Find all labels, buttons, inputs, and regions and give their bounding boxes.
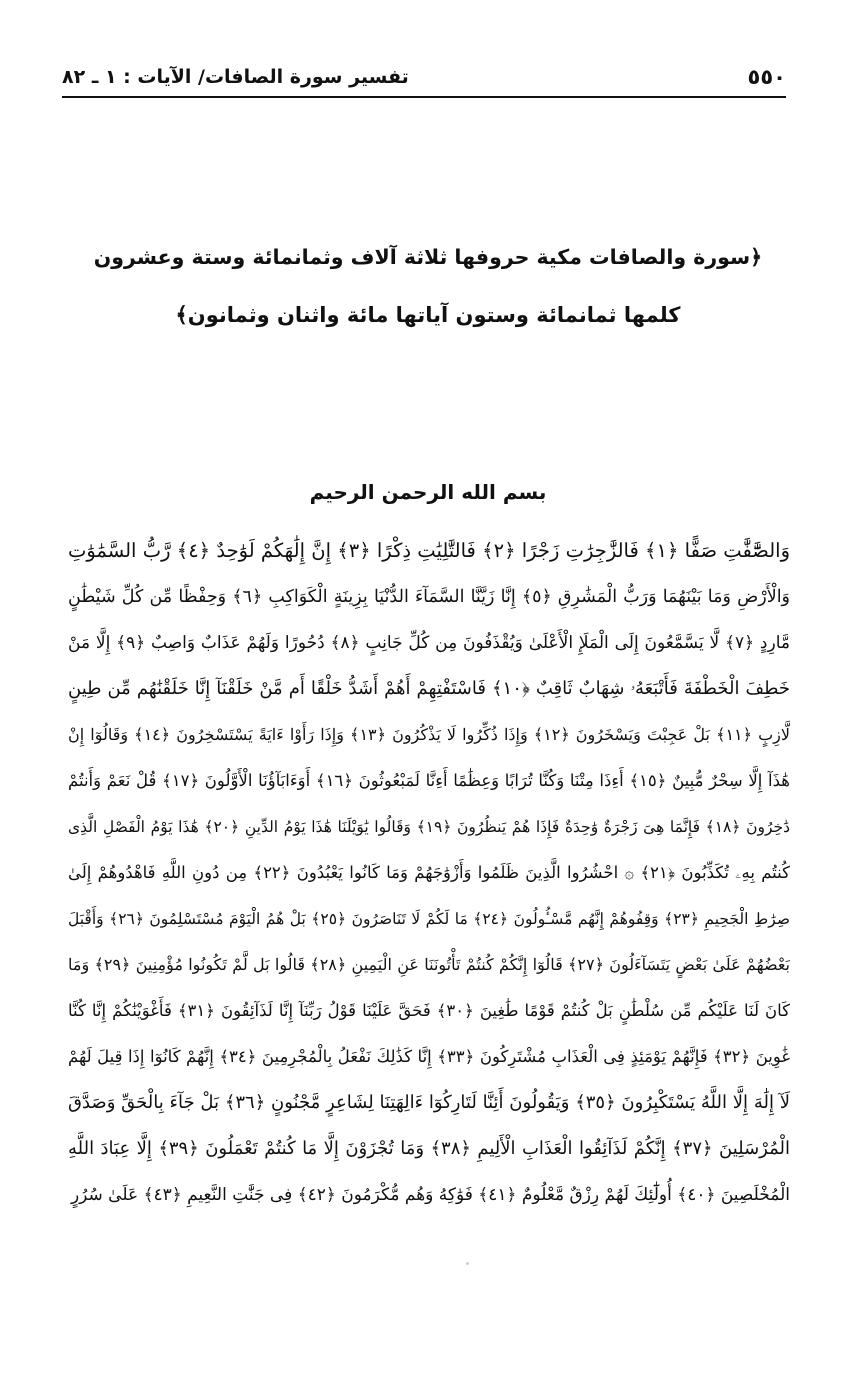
surah-introduction-line-1: ﴿سورة والصافات مكية حروفها ثلاثة آلاف وثمانمائة وستة وعشرون	[93, 245, 763, 269]
quran-verses-block	[68, 528, 790, 1218]
verse-line: بَعْضُهُمْ عَلَىٰ بَعْضٍ يَتَسَآءَلُونَ ﴿٢٧﴾ قَالُوٓا إِنَّكُمْ كُنتُمْ تَأْتُونَنَا عَنِ الْيَمِينِ ﴿٢٨﴾ قَالُوا بَل لَّمْ تَكُونُوا مُؤْمِنِينَ ﴿٢٩﴾ وَمَا	[68, 955, 790, 974]
surah-introduction	[90, 228, 766, 344]
verse-line: مَّارِدٍ ﴿٧﴾ لَّا يَسَّمَّعُونَ إِلَى الْمَلَإِ الْأَعْلَىٰ وَيُقْذَفُونَ مِن كُلِّ جَانِبٍ ﴿٨﴾ دُحُورًا وَلَهُمْ عَذَابٌ وَاصِبٌ ﴿٩﴾ إِلَّا مَنْ	[68, 633, 790, 653]
running-header	[62, 56, 786, 92]
verse-line: كَانَ لَنَا عَلَيْكُم مِّن سُلْطَٰنٍ بَلْ كُنتُمْ قَوْمًا طَٰغِينَ ﴿٣٠﴾ فَحَقَّ عَلَيْنَا قَوْلُ رَبِّنَآ إِنَّا لَذَآئِقُونَ ﴿٣١﴾ فَأَغْوَيْنَٰكُمْ إِنَّا كُنَّا	[68, 1001, 790, 1020]
verse-line: صِرَٰطِ الْجَحِيمِ ﴿٢٣﴾ وَقِفُوهُمْ إِنَّهُم مَّسْـُٔولُونَ ﴿٢٤﴾ مَا لَكُمْ لَا تَنَاصَرُونَ ﴿٢٥﴾ بَلْ هُمُ الْيَوْمَ مُسْتَسْلِمُونَ ﴿٢٦﴾ وَأَقْبَلَ	[68, 910, 790, 928]
page-number: ٥٥٠	[747, 65, 786, 89]
verse-line: وَالصَّٰٓفَّٰتِ صَفًّا ﴿١﴾ فَالزَّٰجِرَٰتِ زَجْرًا ﴿٢﴾ فَالتَّٰلِيَٰتِ ذِكْرًا ﴿٣﴾ إِنَّ إِلَٰهَكُمْ لَوَٰحِدٌ ﴿٤﴾ رَّبُّ السَّمَٰوَٰتِ	[68, 539, 790, 562]
verse-line: وَالْأَرْضِ وَمَا بَيْنَهُمَا وَرَبُّ الْمَشَٰرِقِ ﴿٥﴾ إِنَّا زَيَّنَّا السَّمَآءَ الدُّنْيَا بِزِينَةٍ الْكَوَاكِبِ ﴿٦﴾ وَحِفْظًا مِّن كُلِّ شَيْطَٰنٍ	[68, 587, 790, 607]
verse-line: غَٰوِينَ ﴿٣٢﴾ فَإِنَّهُمْ يَوْمَئِذٍ فِى الْعَذَابِ مُشْتَرِكُونَ ﴿٣٣﴾ إِنَّا كَذَٰلِكَ نَفْعَلُ بِالْمُجْرِمِينَ ﴿٣٤﴾ إِنَّهُمْ كَانُوٓا إِذَا قِيلَ لَهُمْ	[68, 1047, 790, 1066]
verse-line: خَطِفَ الْخَطْفَةَ فَأَتْبَعَهُۥ شِهَابٌ ثَاقِبٌ ﴿١٠﴾ فَاسْتَفْتِهِمْ أَهُمْ أَشَدُّ خَلْقًا أَم مَّنْ خَلَقْنَآ إِنَّا خَلَقْنَٰهُم مِّن طِينٍ	[68, 678, 790, 699]
scan-speck	[466, 1262, 469, 1265]
verse-line: الْمُرْسَلِينَ ﴿٣٧﴾ إِنَّكُمْ لَذَآئِقُوا الْعَذَابِ الْأَلِيمِ ﴿٣٨﴾ وَمَا تُجْزَوْنَ إِلَّا مَا كُنتُمْ تَعْمَلُونَ ﴿٣٩﴾ إِلَّا عِبَادَ اللَّهِ	[68, 1138, 790, 1159]
verse-line: لَّازِبٍ ﴿١١﴾ بَلْ عَجِبْتَ وَيَسْخَرُونَ ﴿١٢﴾ وَإِذَا ذُكِّرُوا لَا يَذْكُرُونَ ﴿١٣﴾ وَإِذَا رَأَوْا ءَايَةً يَسْتَسْخِرُونَ ﴿١٤﴾ وَقَالُوٓا إِنْ	[68, 725, 790, 744]
verse-line: دَٰخِرُونَ ﴿١٨﴾ فَإِنَّمَا هِىَ زَجْرَةٌ وَٰحِدَةٌ فَإِذَا هُمْ يَنظُرُونَ ﴿١٩﴾ وَقَالُوا يَٰوَيْلَنَا هَٰذَا يَوْمُ الدِّينِ ﴿٢٠﴾ هَٰذَا يَوْمُ الْفَصْلِ الَّذِى	[68, 818, 790, 836]
verse-line: لَآ إِلَٰهَ إِلَّا اللَّهُ يَسْتَكْبِرُونَ ﴿٣٥﴾ وَيَقُولُونَ أَئِنَّا لَتَارِكُوٓا ءَالِهَتِنَا لِشَاعِرٍ مَّجْنُونٍ ﴿٣٦﴾ بَلْ جَآءَ بِالْحَقِّ وَصَدَّقَ	[68, 1092, 790, 1113]
verse-line: هَٰذَآ إِلَّا سِحْرٌ مُّبِينٌ ﴿١٥﴾ أَءِذَا مِتْنَا وَكُنَّا تُرَابًا وَعِظَٰمًا أَءِنَّا لَمَبْعُوثُونَ ﴿١٦﴾ أَوَءَابَآؤُنَا الْأَوَّلُونَ ﴿١٧﴾ قُلْ نَعَمْ وَأَنتُمْ	[68, 771, 790, 790]
verse-line: الْمُخْلَصِينَ ﴿٤٠﴾ أُولَٰٓئِكَ لَهُمْ رِزْقٌ مَّعْلُومٌ ﴿٤١﴾ فَوَٰكِهُ وَهُم مُّكْرَمُونَ ﴿٤٢﴾ فِى جَنَّٰتِ النَّعِيمِ ﴿٤٣﴾ عَلَىٰ سُرُرٍ	[70, 1185, 790, 1205]
header-rule	[62, 96, 786, 98]
basmala: بسم الله الرحمن الرحيم	[309, 480, 547, 504]
verse-line: كُنتُم بِهِۦ تُكَذِّبُونَ ﴿٢١﴾ ۞ احْشُرُوا الَّذِينَ ظَلَمُوا وَأَزْوَٰجَهُمْ وَمَا كَانُوا يَعْبُدُونَ ﴿٢٢﴾ مِن دُونِ اللَّهِ فَاهْدُوهُمْ إِلَىٰ	[68, 863, 790, 882]
running-header-title: تفسير سورة الصافات/ الآيات : ١ ـ ٨٢	[62, 66, 409, 88]
surah-introduction-line-2: كلمها ثمانمائة وستون آياتها مائة واثنان وثمانون﴾	[175, 303, 681, 327]
